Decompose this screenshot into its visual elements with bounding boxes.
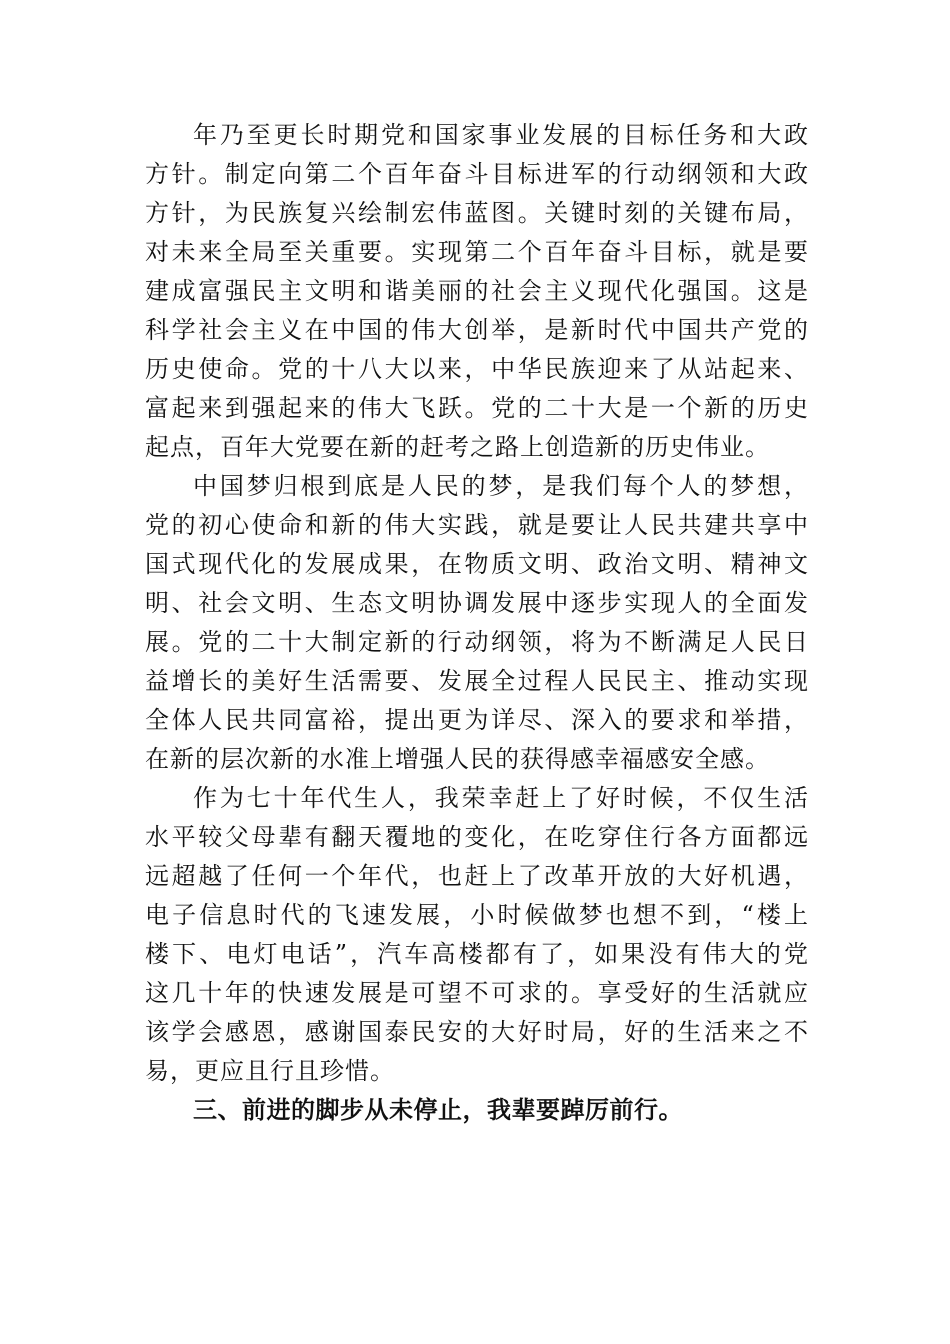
text-line: 年乃至更长时期党和国家事业发展的目标任务和大政 [193, 121, 809, 149]
text-line: 明、社会文明、生态文明协调发展中逐步实现人的全面发 [145, 589, 809, 617]
text-line: 楼下、电灯电话”，汽车高楼都有了，如果没有伟大的党 [145, 940, 809, 968]
paragraph-1 [145, 116, 809, 467]
text-line: 作为七十年代生人，我荣幸赶上了好时候，不仅生活 [193, 784, 809, 812]
text-line: 益增长的美好生活需要、发展全过程人民民主、推动实现 [145, 667, 809, 695]
text-line: 远超越了任何一个年代，也赶上了改革开放的大好机遇， [145, 862, 809, 890]
text-line: 中国梦归根到底是人民的梦，是我们每个人的梦想， [193, 472, 809, 500]
text-line: 对未来全局至关重要。实现第二个百年奋斗目标，就是要 [145, 238, 809, 266]
text-line: 富起来到强起来的伟大飞跃。党的二十大是一个新的历史 [145, 394, 809, 422]
text-line: 方针，为民族复兴绘制宏伟蓝图。关键时刻的关键布局， [145, 199, 809, 227]
text-line: 水平较父母辈有翻天覆地的变化，在吃穿住行各方面都远 [145, 823, 809, 851]
text-line: 全体人民共同富裕，提出更为详尽、深入的要求和举措， [145, 706, 809, 734]
text-line: 方针。制定向第二个百年奋斗目标进军的行动纲领和大政 [145, 160, 809, 188]
text-line: 该学会感恩，感谢国泰民安的大好时局，好的生活来之不 [145, 1018, 809, 1046]
text-line: 国式现代化的发展成果，在物质文明、政治文明、精神文 [145, 550, 809, 578]
text-line: 建成富强民主文明和谐美丽的社会主义现代化强国。这是 [145, 277, 809, 305]
text-line: 在新的层次新的水准上增强人民的获得感幸福感安全感。 [145, 745, 770, 773]
document-body [145, 116, 809, 1130]
paragraph-3 [145, 779, 809, 1091]
text-line: 电子信息时代的飞速发展，小时候做梦也想不到，“楼上 [145, 901, 809, 929]
paragraph-2 [145, 467, 809, 779]
text-line: 科学社会主义在中国的伟大创举，是新时代中国共产党的 [145, 316, 809, 344]
text-line: 起点，百年大党要在新的赶考之路上创造新的历史伟业。 [145, 433, 770, 461]
text-line: 党的初心使命和新的伟大实践，就是要让人民共建共享中 [145, 511, 809, 539]
text-line: 历史使命。党的十八大以来，中华民族迎来了从站起来、 [145, 355, 809, 383]
text-line: 易，更应且行且珍惜。 [145, 1057, 395, 1085]
text-line: 这几十年的快速发展是可望不可求的。享受好的生活就应 [145, 979, 809, 1007]
text-line: 展。党的二十大制定新的行动纲领，将为不断满足人民日 [145, 628, 809, 656]
section-heading: 三、前进的脚步从未停止，我辈要踔厉前行。 [193, 1096, 683, 1124]
